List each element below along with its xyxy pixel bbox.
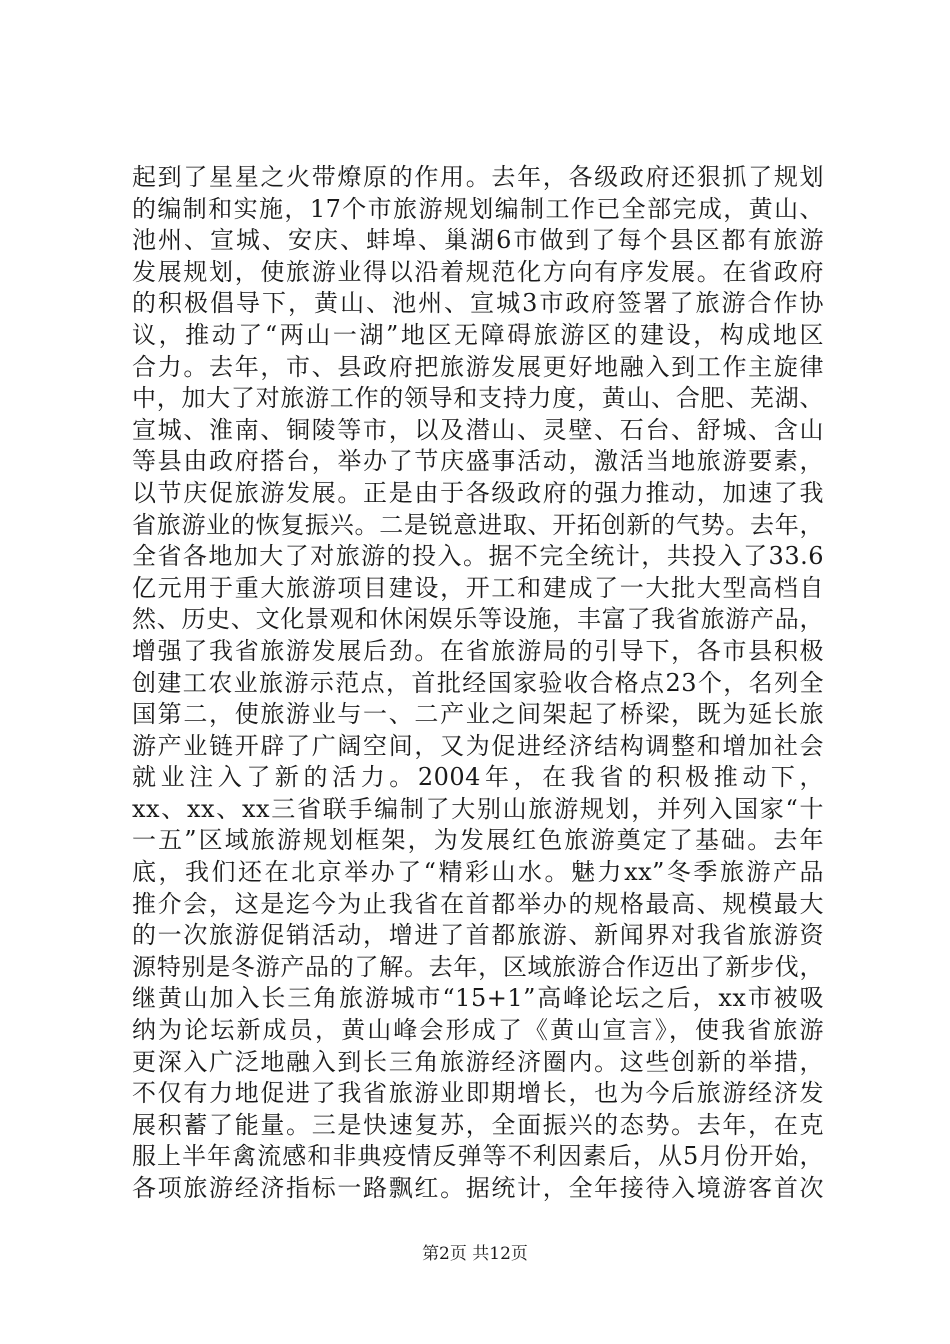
text-line: 等县由政府搭台，举办了节庆盛事活动，激活当地旅游要素，	[132, 447, 824, 476]
text-line: 然、历史、文化景观和休闲娱乐等设施，丰富了我省旅游产品，	[132, 605, 824, 634]
text-line: 全省各地加大了对旅游的投入。据不完全统计，共投入了33.6	[132, 542, 824, 571]
text-line: 推介会，这是迄今为止我省在首都举办的规格最高、规模最大	[132, 889, 824, 918]
text-line: 一五”区域旅游规划框架，为发展红色旅游奠定了基础。去年	[132, 826, 824, 855]
page-footer: 第2页 共12页	[422, 1244, 528, 1264]
text-line: 国第二，使旅游业与一、二产业之间架起了桥梁，既为延长旅	[132, 700, 824, 729]
text-line: 亿元用于重大旅游项目建设，开工和建成了一大批大型高档自	[132, 573, 824, 602]
text-line: 省旅游业的恢复振兴。二是锐意进取、开拓创新的气势。去年，	[132, 510, 824, 539]
text-line: 合力。去年，市、县政府把旅游发展更好地融入到工作主旋律	[132, 352, 824, 381]
text-line: 游产业链开辟了广阔空间，又为促进经济结构调整和增加社会	[132, 731, 824, 760]
text-line: 就业注入了新的活力。2004年，在我省的积极推动下，	[132, 763, 824, 792]
text-line: 的一次旅游促销活动，增进了首都旅游、新闻界对我省旅游资	[132, 921, 824, 950]
text-line: 继黄山加入长三角旅游城市“15+1”高峰论坛之后，xx市被吸	[132, 984, 824, 1013]
text-line: 中，加大了对旅游工作的领导和支持力度，黄山、合肥、芜湖、	[132, 384, 824, 413]
body-text	[132, 162, 824, 1205]
text-line: xx、xx、xx三省联手编制了大别山旅游规划，并列入国家“十	[132, 794, 824, 823]
text-line: 纳为论坛新成员，黄山峰会形成了《黄山宣言》，使我省旅游	[132, 1016, 824, 1045]
text-line: 各项旅游经济指标一路飘红。据统计，全年接待入境游客首次	[132, 1174, 824, 1202]
text-line: 展积蓄了能量。三是快速复苏，全面振兴的态势。去年，在克	[132, 1110, 824, 1139]
text-line: 的积极倡导下，黄山、池州、宣城3市政府签署了旅游合作协	[132, 289, 824, 318]
text-line: 的编制和实施，17个市旅游规划编制工作已全部完成，黄山、	[132, 194, 824, 223]
text-line: 以节庆促旅游发展。正是由于各级政府的强力推动，加速了我	[132, 478, 824, 507]
text-line: 更深入广泛地融入到长三角旅游经济圈内。这些创新的举措，	[132, 1047, 824, 1076]
text-line: 发展规划，使旅游业得以沿着规范化方向有序发展。在省政府	[132, 257, 824, 286]
text-line: 池州、宣城、安庆、蚌埠、巢湖6市做到了每个县区都有旅游	[132, 226, 824, 255]
text-line: 起到了星星之火带燎原的作用。去年，各级政府还狠抓了规划	[132, 163, 824, 191]
text-line: 服上半年禽流感和非典疫情反弹等不利因素后，从5月份开始，	[132, 1142, 824, 1171]
text-line: 不仅有力地促进了我省旅游业即期增长，也为今后旅游经济发	[132, 1079, 824, 1108]
text-line: 宣城、淮南、铜陵等市，以及潜山、灵壁、石台、舒城、含山	[132, 415, 824, 444]
text-line: 议，推动了“两山一湖”地区无障碍旅游区的建设，构成地区	[132, 320, 824, 349]
text-line: 创建工农业旅游示范点，首批经国家验收合格点23个，名列全	[132, 668, 824, 697]
text-line: 底，我们还在北京举办了“精彩山水。魅力xx”冬季旅游产品	[132, 858, 824, 887]
text-line: 源特别是冬游产品的了解。去年，区域旅游合作迈出了新步伐，	[132, 952, 824, 981]
text-line: 增强了我省旅游发展后劲。在省旅游局的引导下，各市县积极	[132, 636, 824, 665]
